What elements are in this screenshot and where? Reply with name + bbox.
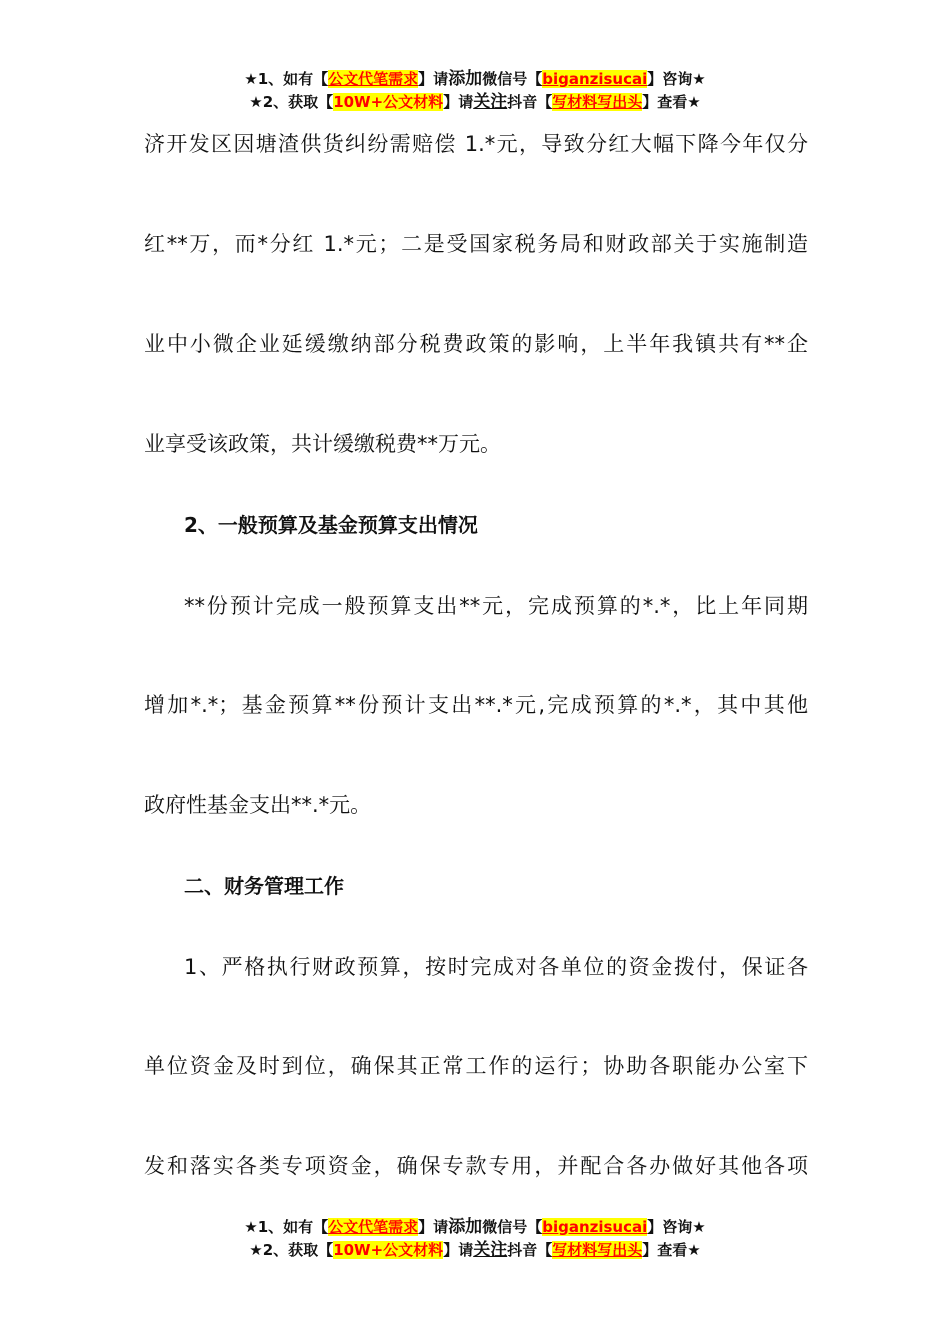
banner-text: 抖音【 — [507, 93, 553, 111]
paragraph-line: 业享受该政策，共计缓缴税费**万元。 — [144, 432, 501, 456]
banner-line-2 — [0, 1239, 950, 1262]
highlight-materials: 10W+公文材料 — [333, 1241, 444, 1259]
highlight-materials: 10W+公文材料 — [333, 93, 444, 111]
banner-text: 】咨询★ — [647, 1218, 706, 1236]
banner-emphasis: 添加 — [448, 1217, 483, 1237]
star-icon: ★ — [244, 70, 258, 88]
banner-text: 2、获取【 — [262, 1241, 334, 1259]
highlight-service: 公文代笔需求 — [328, 1218, 419, 1236]
section-heading: 2、一般预算及基金预算支出情况 — [184, 513, 478, 537]
banner-text: 】咨询★ — [647, 70, 706, 88]
paragraph-line: 济开发区因塘渣供货纠纷需赔偿 1.*元，导致分红大幅下降今年仅分 — [144, 132, 808, 156]
paragraph-line: 增加*.*；基金预算**份预计支出**.*元,完成预算的*.*，其中其他 — [144, 693, 808, 717]
highlight-douyin: 写材料写出头 — [552, 93, 643, 111]
banner-text: 抖音【 — [507, 1241, 553, 1259]
paragraph-line: 发和落实各类专项资金，确保专款专用，并配合各办做好其他各项 — [144, 1154, 808, 1178]
highlight-douyin: 写材料写出头 — [552, 1241, 643, 1259]
banner-text: 】请 — [443, 93, 474, 111]
section-heading: 二、财务管理工作 — [184, 874, 344, 898]
banner-text: 】请 — [443, 1241, 474, 1259]
banner-text: 】查看★ — [642, 93, 701, 111]
star-icon: ★ — [249, 1241, 263, 1259]
highlight-service: 公文代笔需求 — [328, 70, 419, 88]
paragraph-line: 1、严格执行财政预算，按时完成对各单位的资金拨付，保证各 — [184, 955, 808, 979]
banner-emphasis: 添加 — [448, 69, 483, 89]
paragraph-line: 政府性基金支出**.*元。 — [144, 793, 372, 817]
banner-text: 】查看★ — [642, 1241, 701, 1259]
top-banner — [0, 68, 950, 114]
banner-text: 微信号【 — [482, 1218, 543, 1236]
banner-line-1 — [0, 68, 950, 91]
bottom-banner — [0, 1216, 950, 1262]
banner-text: 】请 — [418, 1218, 449, 1236]
paragraph-line: 单位资金及时到位，确保其正常工作的运行；协助各职能办公室下 — [144, 1054, 808, 1078]
banner-text: 1、如有【 — [257, 70, 329, 88]
highlight-wechat-id: biganzisucai — [542, 1218, 648, 1236]
banner-line-2 — [0, 91, 950, 114]
banner-emphasis: 关注 — [473, 92, 508, 112]
banner-text: 微信号【 — [482, 70, 543, 88]
paragraph-line: **份预计完成一般预算支出**元，完成预算的*.*，比上年同期 — [184, 594, 808, 618]
banner-line-1 — [0, 1216, 950, 1239]
banner-text: 】请 — [418, 70, 449, 88]
star-icon: ★ — [244, 1218, 258, 1236]
star-icon: ★ — [249, 93, 263, 111]
paragraph-line: 业中小微企业延缓缴纳部分税费政策的影响，上半年我镇共有**企 — [144, 332, 808, 356]
paragraph-line: 红**万，而*分红 1.*元；二是受国家税务局和财政部关于实施制造 — [144, 232, 808, 256]
banner-text: 2、获取【 — [262, 93, 334, 111]
highlight-wechat-id: biganzisucai — [542, 70, 648, 88]
banner-emphasis: 关注 — [473, 1240, 508, 1260]
banner-text: 1、如有【 — [257, 1218, 329, 1236]
